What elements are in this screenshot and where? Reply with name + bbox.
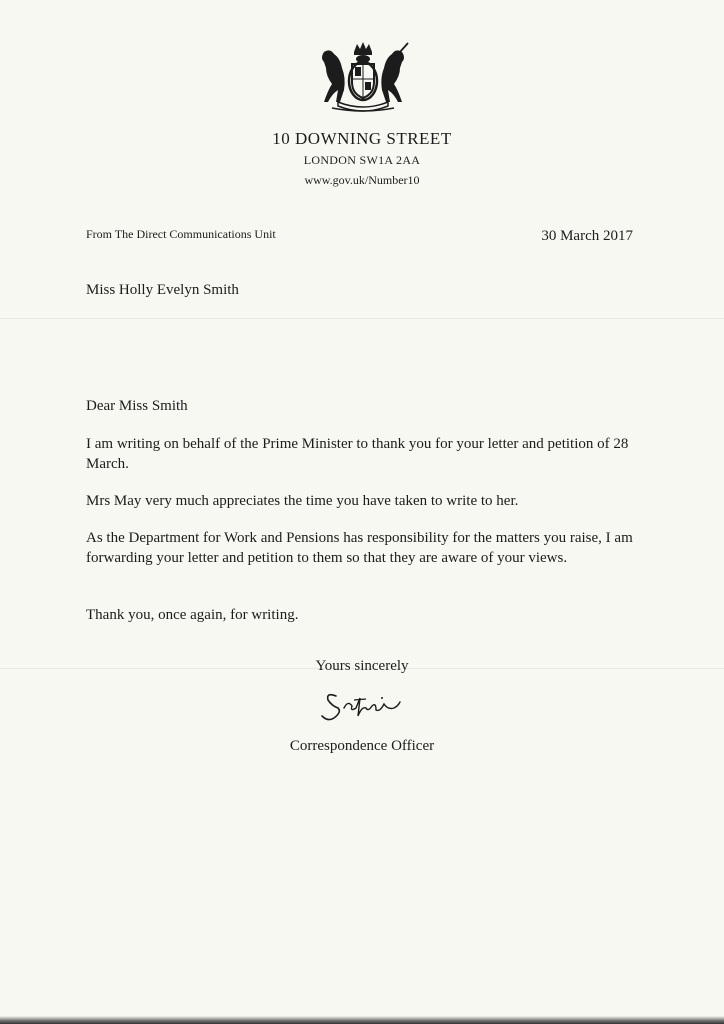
body-paragraph: As the Department for Work and Pensions has responsibility for the matters you raise, I am forwarding your letter and petition to them so that they are aware of your views. [86, 530, 633, 566]
body-paragraph: Thank you, once again, for writing. [86, 607, 299, 623]
letterhead-website: www.gov.uk/Number10 [304, 173, 420, 187]
sender-unit: From The Direct Communications Unit [86, 227, 276, 241]
letterhead-address-line2: LONDON SW1A 2AA [303, 153, 421, 167]
paper-fold-line [0, 318, 724, 319]
signatory-title: Correspondence Officer [289, 738, 435, 754]
body-paragraph: Mrs May very much appreciates the time you have taken to write to her. [86, 493, 519, 509]
salutation: Dear Miss Smith [86, 398, 188, 414]
letter-date: 30 March 2017 [541, 228, 633, 244]
letterhead-address-line1: 10 DOWNING STREET [272, 129, 452, 148]
valediction: Yours sincerely [315, 658, 409, 674]
recipient-name: Miss Holly Evelyn Smith [86, 282, 239, 298]
scan-bottom-edge [0, 1016, 724, 1024]
handwritten-signature-icon [318, 686, 408, 724]
royal-coat-of-arms-icon [316, 40, 410, 112]
body-paragraph: I am writing on behalf of the Prime Minister to thank you for your letter and petition of 28 March. [86, 436, 629, 472]
